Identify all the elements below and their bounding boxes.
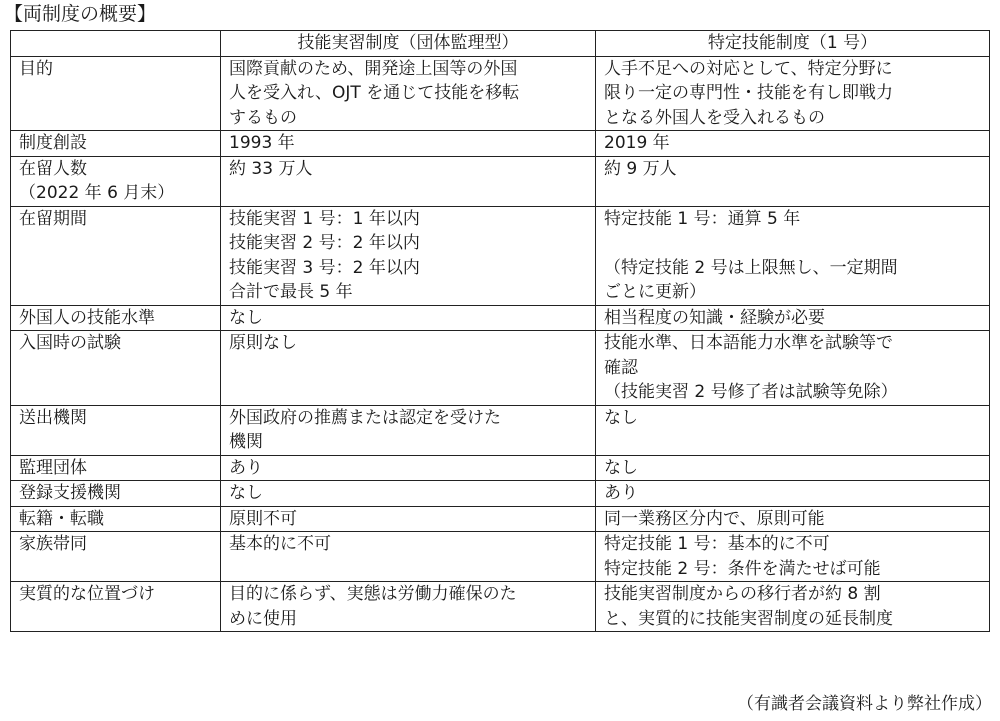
table-row (11, 506, 990, 532)
cell-text-line: なし (604, 407, 638, 428)
table-row (11, 331, 990, 406)
table-row (11, 532, 990, 582)
ginou-jisshu-cell (221, 532, 596, 582)
tokutei-ginou-cell (596, 532, 990, 582)
ginou-jisshu-cell (221, 405, 596, 455)
row-label-cell (11, 532, 221, 582)
tokutei-ginou-cell (596, 331, 990, 406)
tokutei-ginou-cell (596, 481, 990, 507)
ginou-jisshu-cell (221, 305, 596, 331)
tokutei-ginou-cell (596, 455, 990, 481)
cell-text-line: めに使用 (229, 608, 297, 629)
cell-text-line: （技能実習 2 号修了者は試験等免除） (604, 382, 898, 402)
cell-text-line: 2019 年 (604, 133, 670, 153)
row-label-cell (11, 481, 221, 507)
cell-text-line: 在留人数 (19, 158, 87, 179)
header-tokutei-ginou: 特定技能制度（1 号） (596, 31, 990, 57)
cell-text-line: ごとに更新） (604, 282, 706, 302)
table-row (11, 305, 990, 331)
cell-text-line: なし (604, 457, 638, 478)
ginou-jisshu-cell (221, 331, 596, 406)
ginou-jisshu-cell (221, 582, 596, 632)
header-ginou-jisshu: 技能実習制度（団体監理型） (221, 31, 596, 57)
row-label-cell (11, 506, 221, 532)
cell-text-line: となる外国人を受入れるもの (604, 107, 825, 128)
row-label-cell (11, 131, 221, 157)
table-row (11, 455, 990, 481)
cell-text-line: 入国時の試験 (19, 333, 121, 353)
table-row (11, 156, 990, 206)
cell-text-line: するもの (229, 107, 297, 128)
comparison-table (10, 30, 990, 632)
cell-text-line: 技能実習 1 号：1 年以内 (229, 208, 420, 229)
tokutei-ginou-cell (596, 506, 990, 532)
tokutei-ginou-cell (596, 131, 990, 157)
table-row (11, 131, 990, 157)
comparison-table-body (11, 31, 990, 632)
row-label-cell (11, 206, 221, 305)
tokutei-ginou-cell (596, 156, 990, 206)
cell-text-line: 人を受入れ、OJT を通じて技能を移転 (229, 83, 520, 103)
table-row (11, 405, 990, 455)
ginou-jisshu-cell (221, 455, 596, 481)
cell-text-line: 約 9 万人 (604, 158, 677, 179)
row-label-cell (11, 156, 221, 206)
row-label-cell (11, 405, 221, 455)
table-row (11, 582, 990, 632)
cell-text-line: 機関 (229, 432, 263, 452)
row-label-cell (11, 331, 221, 406)
ginou-jisshu-cell (221, 481, 596, 507)
tokutei-ginou-cell (596, 206, 990, 305)
ginou-jisshu-cell (221, 56, 596, 131)
cell-text-line: 目的に係らず、実態は労働力確保のた (229, 584, 517, 604)
ginou-jisshu-cell (221, 506, 596, 532)
cell-text-line: 基本的に不可 (229, 534, 331, 554)
cell-text-line: 制度創設 (19, 133, 87, 153)
cell-text-line: なし (229, 483, 263, 503)
cell-text-line: （特定技能 2 号は上限無し、一定期間 (604, 257, 898, 278)
cell-text-line: （2022 年 6 月末） (19, 183, 175, 203)
table-row (11, 56, 990, 131)
cell-text-line: 登録支援機関 (19, 483, 121, 503)
ginou-jisshu-cell (221, 131, 596, 157)
row-label-cell (11, 305, 221, 331)
cell-text-line: あり (604, 483, 638, 503)
table-row (11, 481, 990, 507)
row-label-cell (11, 582, 221, 632)
cell-text-line: 技能水準、日本語能力水準を試験等で (604, 333, 893, 353)
tokutei-ginou-cell (596, 56, 990, 131)
cell-text-line: 技能実習制度からの移行者が約 8 割 (604, 584, 881, 604)
cell-text-line: 在留期間 (19, 208, 87, 229)
cell-text-line: 相当程度の知識・経験が必要 (604, 307, 825, 328)
row-label-cell (11, 56, 221, 131)
document-title: 【両制度の概要】 (4, 3, 157, 25)
cell-text-line: 外国人の技能水準 (19, 307, 155, 328)
cell-text-line: 実質的な位置づけ (19, 584, 155, 604)
cell-text-line: 送出機関 (19, 407, 87, 428)
cell-text-line (604, 231, 981, 256)
cell-text-line: 外国政府の推薦または認定を受けた (229, 407, 501, 428)
cell-text-line: 原則不可 (229, 508, 297, 529)
row-label-cell (11, 455, 221, 481)
cell-text-line: 合計で最長 5 年 (229, 282, 353, 302)
ginou-jisshu-cell (221, 206, 596, 305)
cell-text-line: 技能実習 3 号：2 年以内 (229, 257, 420, 278)
cell-text-line: 国際貢献のため、開発途上国等の外国 (229, 58, 518, 79)
ginou-jisshu-cell (221, 156, 596, 206)
table-header-row (11, 31, 990, 57)
cell-text-line: 人手不足への対応として、特定分野に (604, 58, 893, 79)
tokutei-ginou-cell (596, 582, 990, 632)
cell-text-line: 同一業務区分内で、原則可能 (604, 508, 825, 529)
cell-text-line: 家族帯同 (19, 534, 87, 554)
cell-text-line: 1993 年 (229, 133, 295, 153)
cell-text-line: 監理団体 (19, 457, 87, 478)
cell-text-line: なし (229, 307, 263, 328)
cell-text-line: 約 33 万人 (229, 158, 313, 179)
table-row (11, 206, 990, 305)
cell-text-line: 特定技能 1 号：基本的に不可 (604, 534, 830, 554)
tokutei-ginou-cell (596, 405, 990, 455)
header-blank-cell (11, 31, 221, 57)
cell-text-line: 限り一定の専門性・技能を有し即戦力 (604, 83, 893, 103)
source-note: （有識者会議資料より弊社作成） (737, 694, 992, 714)
cell-text-line: 目的 (19, 58, 53, 79)
tokutei-ginou-cell (596, 305, 990, 331)
cell-text-line: と、実質的に技能実習制度の延長制度 (604, 608, 893, 629)
cell-text-line: 確認 (604, 357, 638, 378)
cell-text-line: 特定技能 2 号：条件を満たせば可能 (604, 558, 881, 579)
cell-text-line: 原則なし (229, 333, 297, 353)
cell-text-line: 転籍・転職 (19, 508, 104, 529)
cell-text-line: 技能実習 2 号：2 年以内 (229, 233, 420, 253)
cell-text-line: 特定技能 1 号：通算 5 年 (604, 208, 801, 229)
cell-text-line: あり (229, 457, 263, 478)
